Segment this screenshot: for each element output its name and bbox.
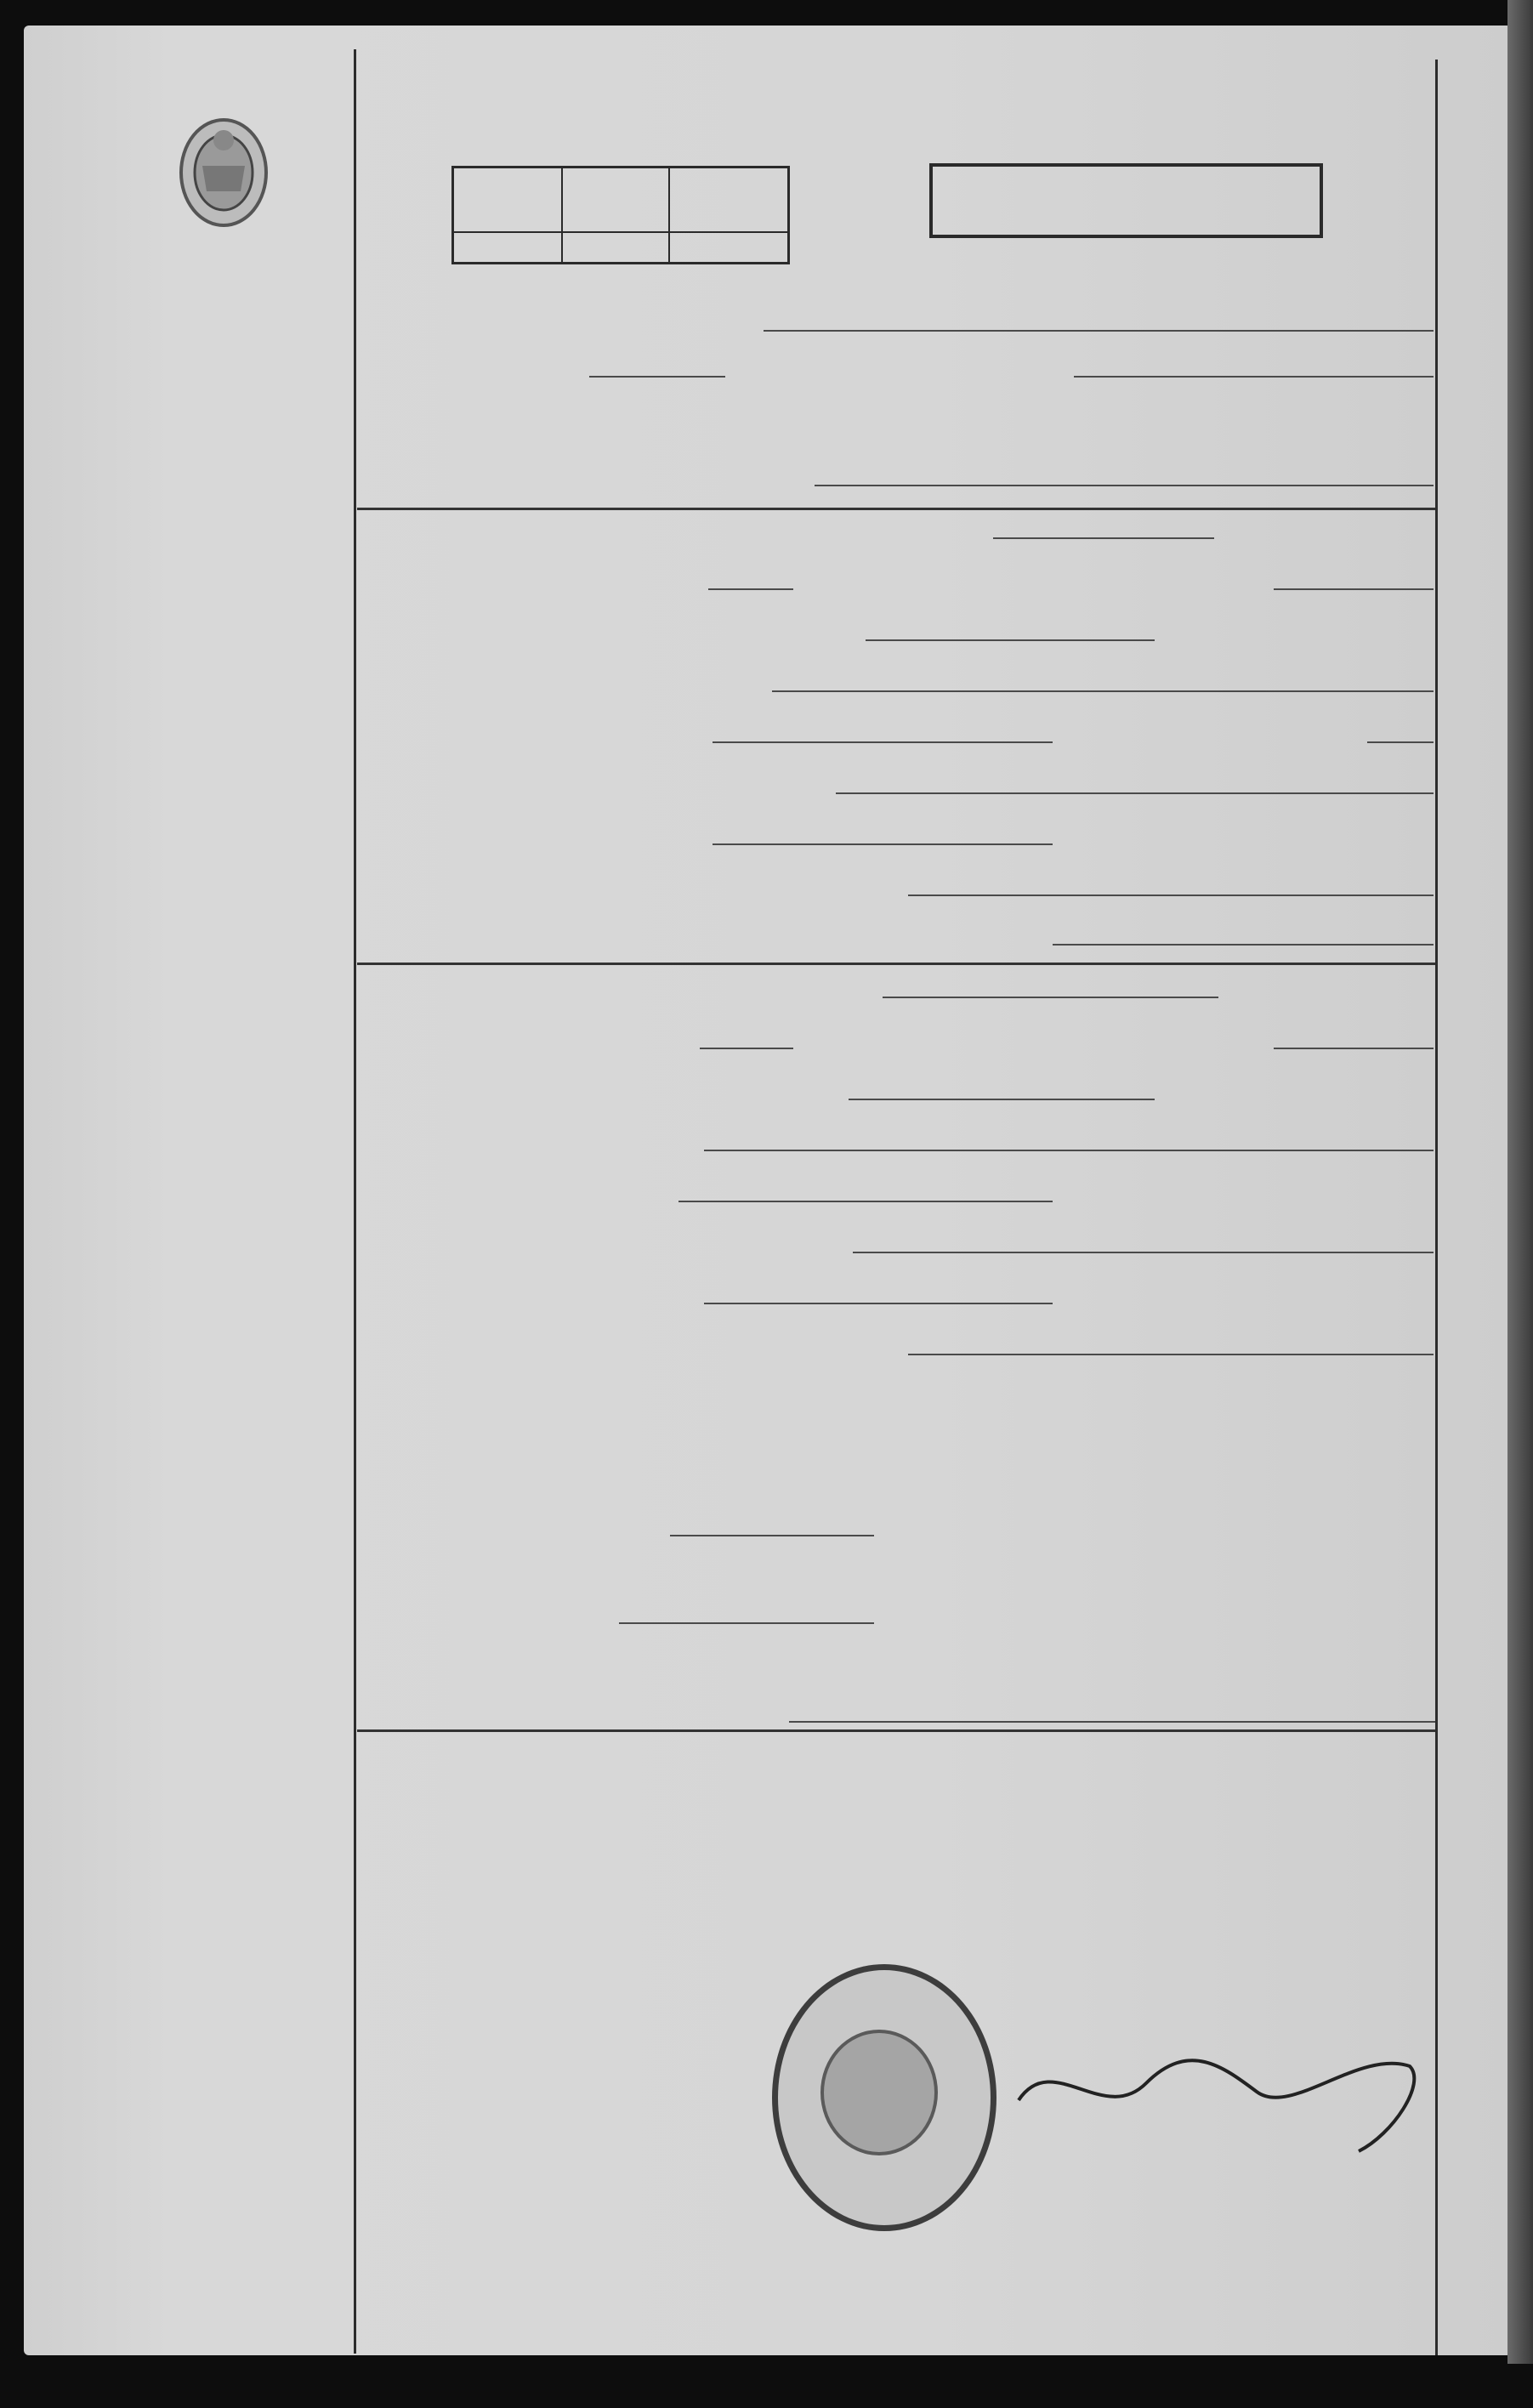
official-seal [772, 1964, 996, 2231]
margin-divider [354, 49, 356, 2354]
register-page [24, 26, 1512, 2355]
frc-box [451, 166, 790, 264]
binding-edge [1507, 0, 1533, 2364]
right-border [1435, 60, 1438, 2355]
official-signature-scribble [1002, 2032, 1444, 2160]
matrimonio-box [929, 163, 1323, 238]
coat-of-arms-logo [168, 106, 279, 234]
